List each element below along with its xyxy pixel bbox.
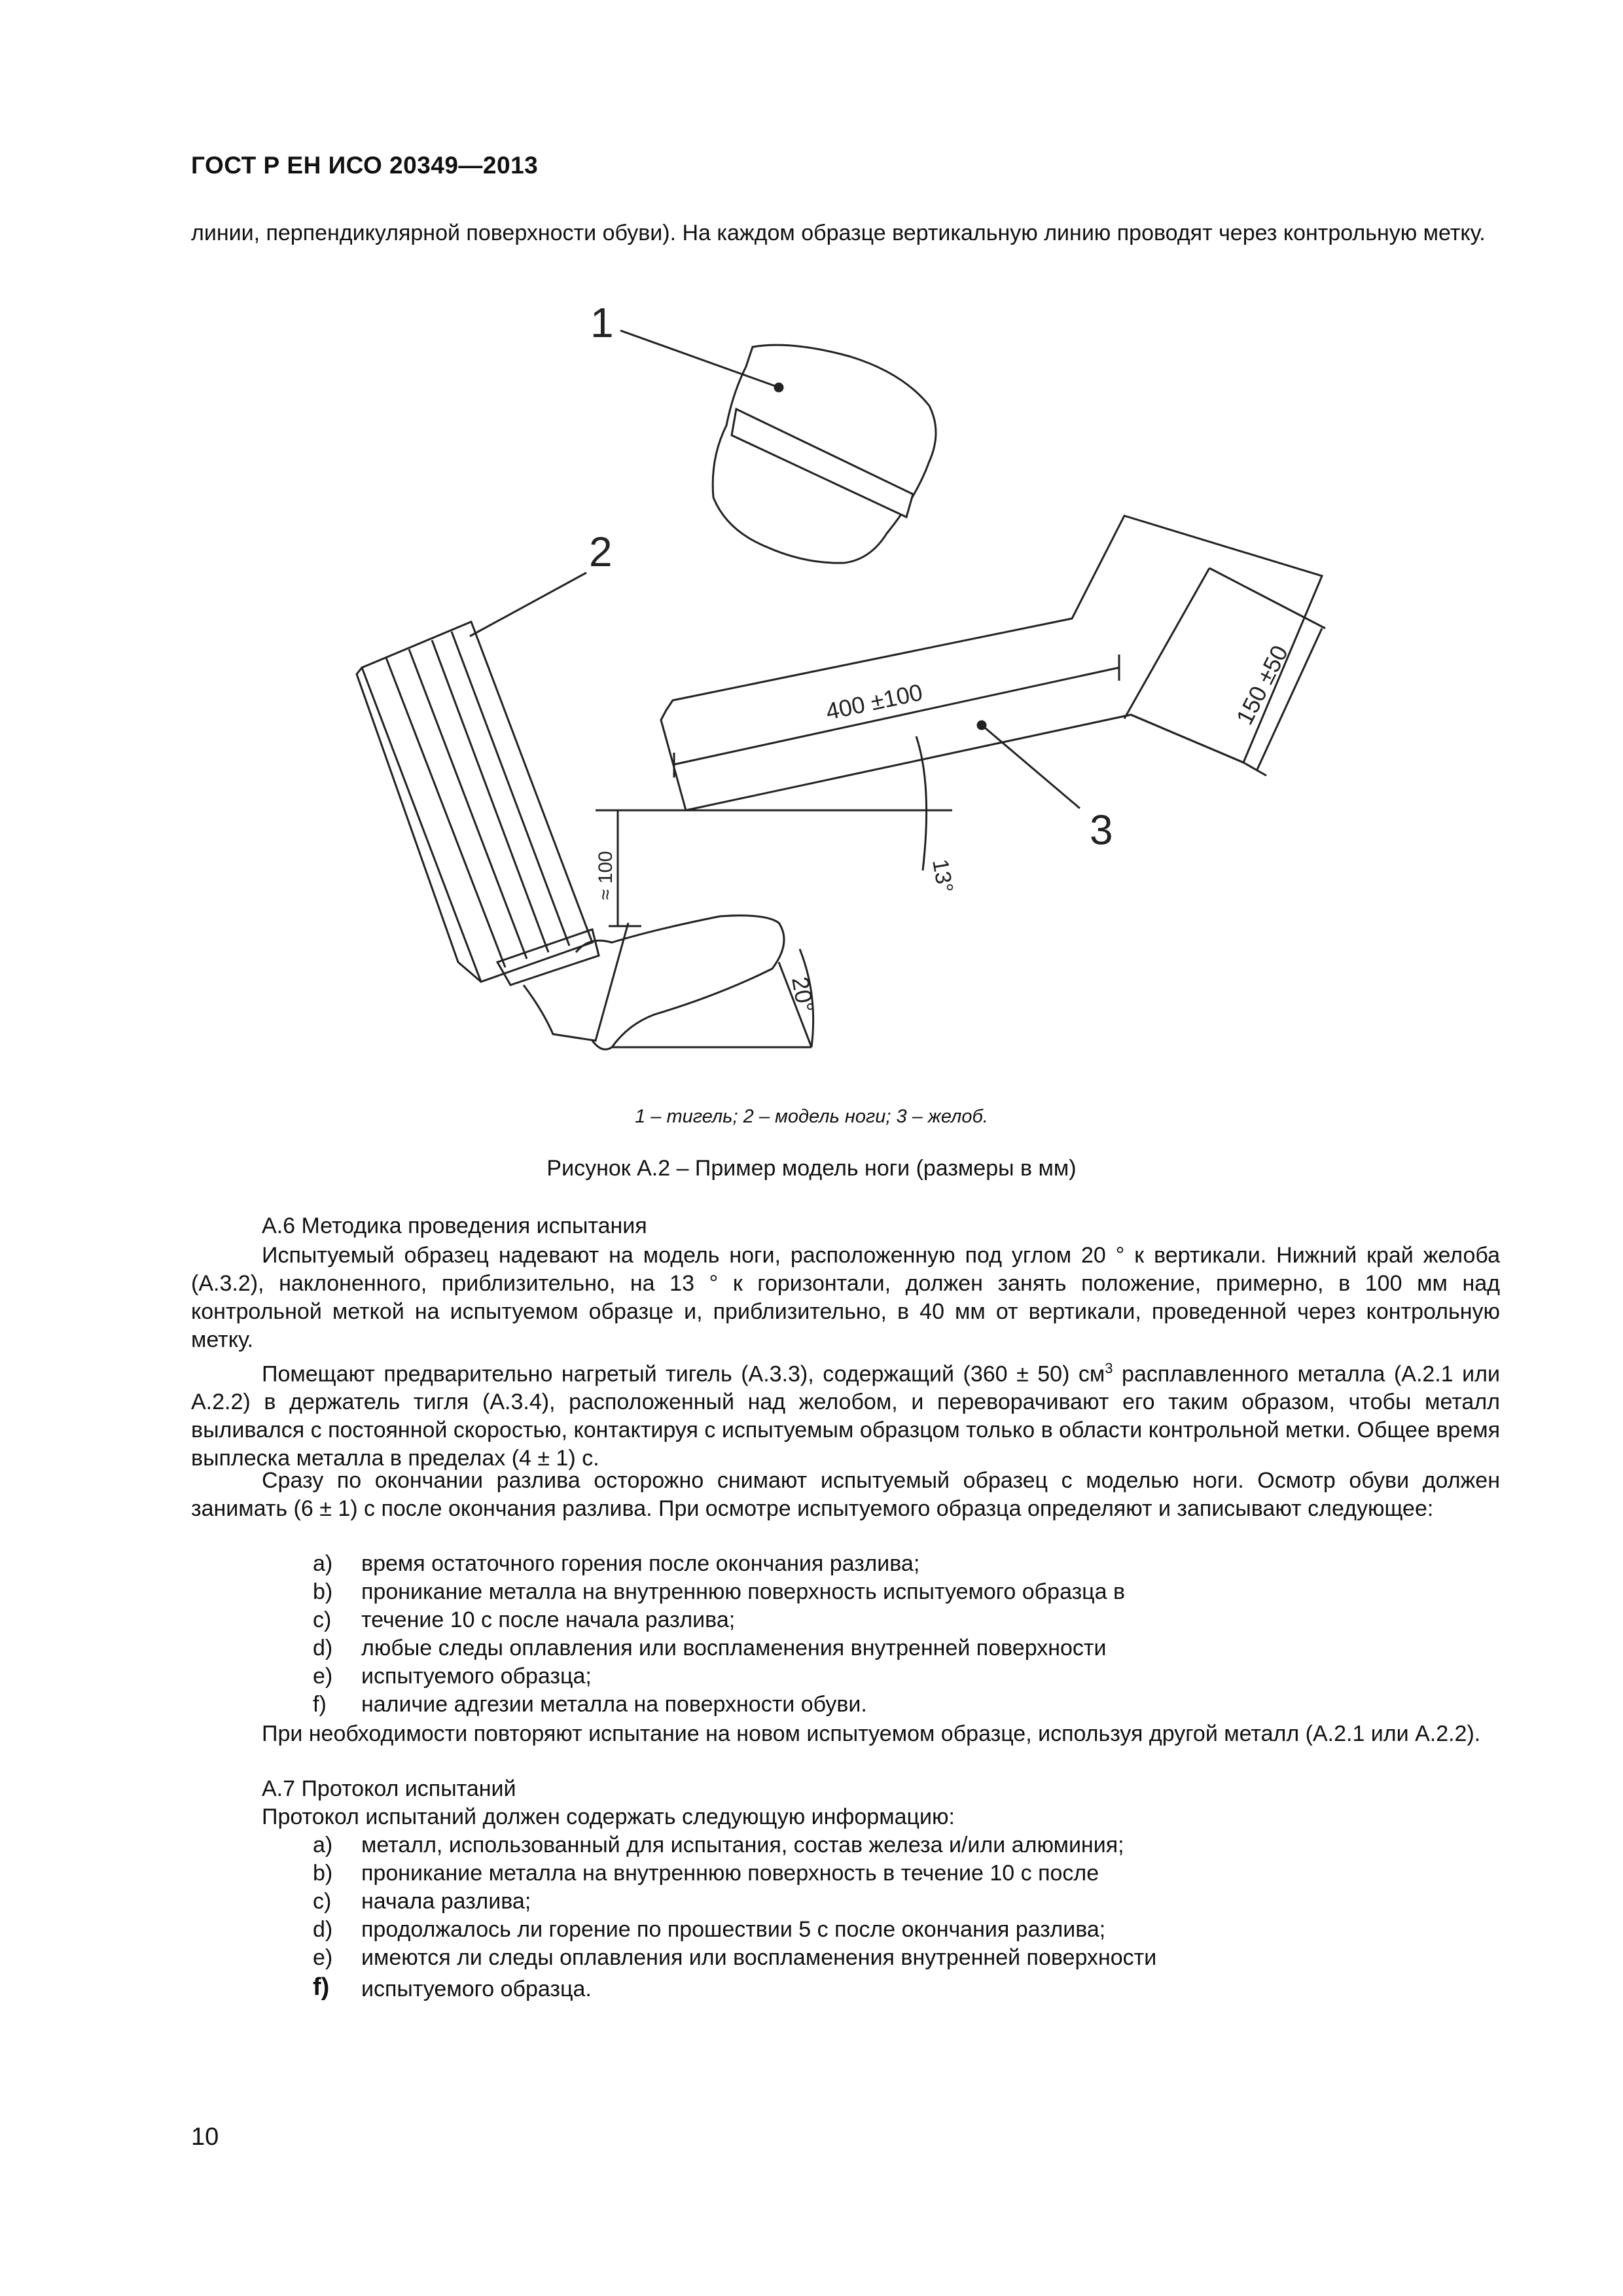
list-item: любые следы оплавления или воспламенения внутренней поверхности bbox=[361, 1636, 1107, 1660]
figure-label-2: 2 bbox=[589, 528, 613, 575]
list-item-mark: b) bbox=[313, 1579, 333, 1604]
section-a6-title: А.6 Методика проведения испытания bbox=[262, 1213, 647, 1238]
list-item-mark: e) bbox=[313, 1664, 333, 1689]
list-item: испытуемого образца. bbox=[361, 1977, 592, 2001]
list-item: имеются ли следы оплавления или воспламенения внутренней поверхности bbox=[361, 1945, 1157, 1970]
list-item: наличие адгезии металла на поверхности обуви. bbox=[361, 1692, 867, 1717]
leg-model-shape bbox=[357, 622, 784, 1049]
page-number: 10 bbox=[191, 2123, 219, 2151]
list-item: течение 10 с после начала разлива; bbox=[361, 1607, 736, 1632]
document-header: ГОСТ Р ЕН ИСО 20349—2013 bbox=[191, 152, 539, 179]
section-a6-paragraph-3: Сразу по окончании разлива осторожно снимают испытуемый образец с моделью ноги. Осмотр обуви должен занимать (6 ± 1) с после окончания разлива. При осмотре испытуемого образца определяют и записывают следующее: bbox=[191, 1468, 1500, 1521]
section-a7-title: А.7 Протокол испытаний bbox=[262, 1776, 516, 1801]
figure-legend: 1 – тигель; 2 – модель ноги; 3 – желоб. bbox=[635, 1106, 988, 1127]
crucible-band bbox=[732, 409, 913, 517]
section-a7-intro: Протокол испытаний должен содержать следующую информацию: bbox=[262, 1804, 955, 1829]
list-item: испытуемого образца; bbox=[361, 1664, 592, 1689]
list-item: проникание металла на внутреннюю поверхность испытуемого образца в bbox=[361, 1579, 1126, 1604]
figure-caption: Рисунок А.2 – Пример модель ноги (размеры в мм) bbox=[546, 1156, 1077, 1181]
section-a6-paragraph-2: Помещают предварительно нагретый тигель (А.3.3), содержащий (360 ± 50) $см^3$ расплавленного металла (А.2.1 или А.2.2) в держатель тигля (А.3.4), расположенный над желобом, и переворачивают его таким образом, чтобы металл выливался с постоянной скоростью, контактируя с испытуемым образцом только в области контрольной метки. Общее время выплеска металла в пределах (4 ± 1) с. bbox=[191, 1360, 1500, 1471]
dim-100-label: ≈ 100 bbox=[595, 851, 616, 900]
list-item-mark: a) bbox=[313, 1833, 333, 1857]
angle-20-label: 20° bbox=[787, 975, 819, 1015]
list-item-mark: a) bbox=[313, 1551, 333, 1576]
angle-13-label: 13° bbox=[927, 857, 958, 895]
list-item-mark: d) bbox=[313, 1636, 333, 1660]
list-item-mark: e) bbox=[313, 1945, 333, 1970]
figure-leg-model bbox=[0, 0, 1623, 1100]
list-item-mark: f) bbox=[313, 1692, 327, 1717]
figure-label-1: 1 bbox=[590, 299, 614, 346]
list-item: начала разлива; bbox=[361, 1889, 531, 1914]
list-item: время остаточного горения после окончания разлива; bbox=[361, 1551, 920, 1576]
dim-400-label: 400 ±100 bbox=[823, 678, 925, 725]
list-item-mark: c) bbox=[313, 1607, 332, 1632]
list-item-mark: b) bbox=[313, 1861, 333, 1886]
list-item: продолжалось ли горение по прошествии 5 с после окончания разлива; bbox=[361, 1917, 1106, 1942]
list-item-mark: c) bbox=[313, 1889, 332, 1914]
list-item-mark: f) bbox=[313, 1973, 330, 2001]
list-item: металл, использованный для испытания, состав железа и/или алюминия; bbox=[361, 1833, 1124, 1857]
dim-150-label: 150 ±50 bbox=[1230, 641, 1294, 729]
trough-shape bbox=[661, 516, 1322, 810]
list-item-mark: d) bbox=[313, 1917, 333, 1942]
section-a6-paragraph-1: Испытуемый образец надевают на модель ноги, расположенную под углом 20 ° к вертикали. Нижний край желоба (А.3.2), наклоненного, приблизительно, на 13 ° к горизонтали, должен занять положение, примерно, в 100 мм над контрольной меткой на испытуемом образце и, приблизительно, в 40 мм от вертикали, проведенной через контрольную метку. bbox=[191, 1243, 1500, 1352]
section-a6-paragraph-4: При необходимости повторяют испытание на новом испытуемом образце, используя другой металл (А.2.1 или А.2.2). bbox=[262, 1721, 1481, 1746]
figure-label-3: 3 bbox=[1090, 806, 1113, 853]
intro-paragraph: линии, перпендикулярной поверхности обуви). На каждом образце вертикальную линию проводят через контрольную метку. bbox=[191, 221, 1486, 245]
list-item: проникание металла на внутреннюю поверхность в течение 10 с после bbox=[361, 1861, 1099, 1886]
